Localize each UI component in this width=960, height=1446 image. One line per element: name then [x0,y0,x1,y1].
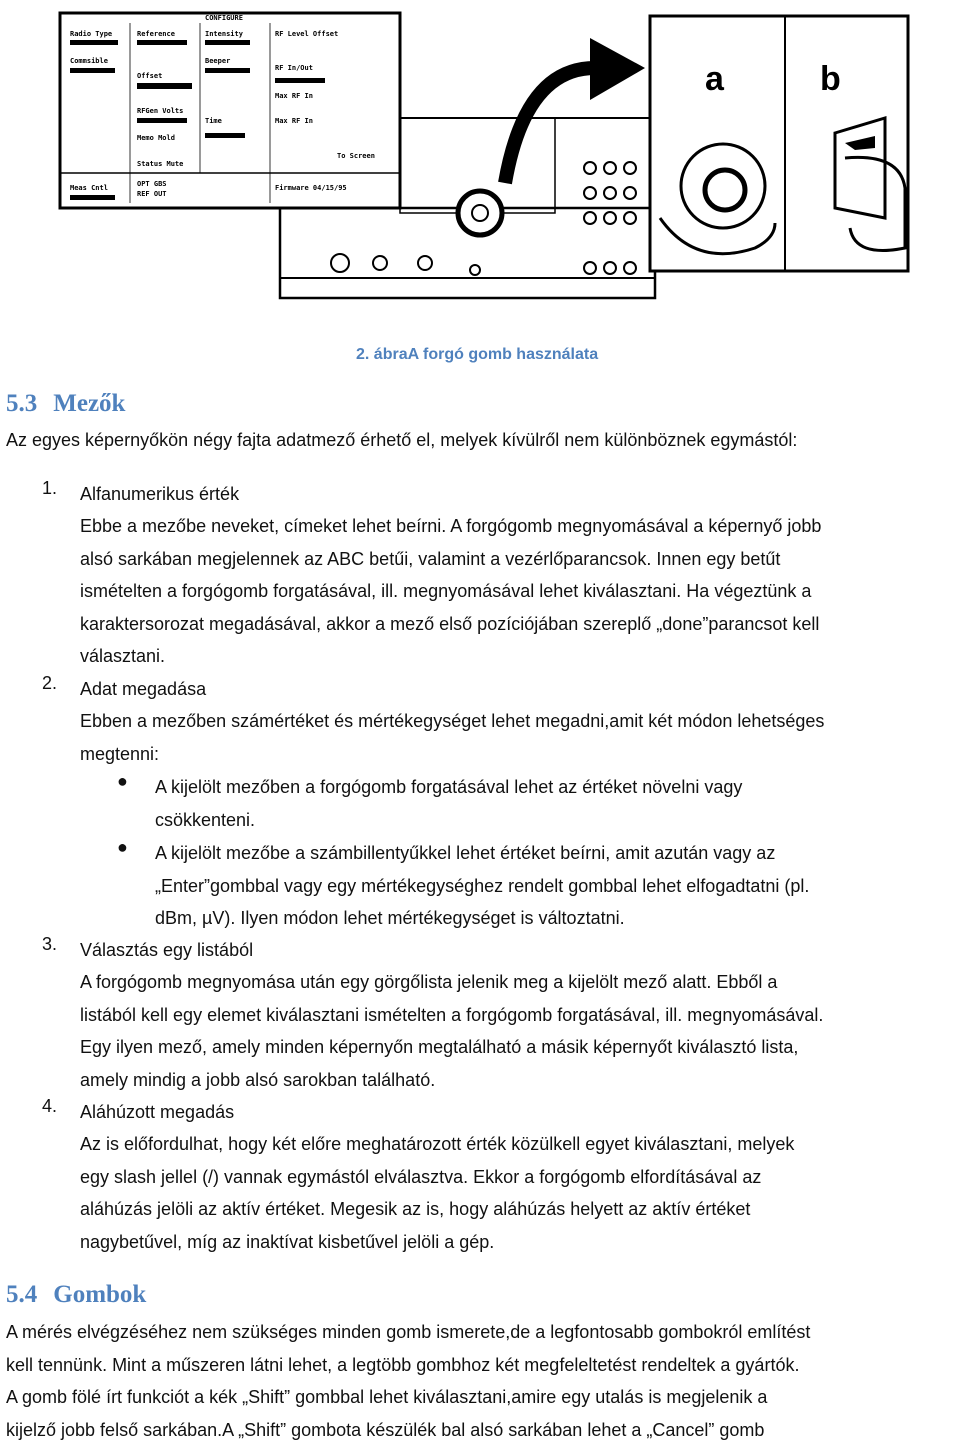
list-item-title: Alfanumerikus érték [80,484,240,504]
list-item-title: Választás egy listából [80,940,254,960]
svg-text:Reference: Reference [137,30,175,38]
list-number: 2. [42,673,58,693]
svg-text:Status Mute: Status Mute [137,160,184,168]
svg-text:Max RF In: Max RF In [275,92,313,100]
screen-title: CONFIGURE [205,14,243,22]
bullet-item: A kijelölt mezőbe a számbillentyűkkel lehet értéket beírni, amit azután vagy az „Enter”gombbal vagy egy mértékegységhez rendelt gombbal lehet elfogadtatni (pl. dBm, µV). Ilyen módon lehet mértékegységet is változtatni. [155,843,810,928]
knob-label-a: a [705,60,724,98]
list-number: 3. [42,934,58,954]
svg-text:OPT GBS: OPT GBS [137,180,167,188]
svg-text:REF OUT: REF OUT [137,190,167,198]
bullet-icon: ● [117,837,128,857]
section-intro: Az egyes képernyőkön négy fajta adatmező érhető el, melyek kívülről nem különböznek egymástól: [6,430,798,450]
bullet-icon: ● [117,771,128,791]
list-number: 1. [42,478,58,498]
list-item-title: Aláhúzott megadás [80,1102,235,1122]
section-number: 5.4 [6,1281,38,1308]
list-item-body: Az is előfordulhat, hogy két előre meghatározott érték közülkell egyet kiválasztani, melyek egy slash jellel (/) vannak egymástól elválasztva. Ekkor a forgógomb elfordításával az aláhúzás jelöli az aktív értéket. Megesik az is, hogy aláhúzás helyett az aktív értéket nagybetűvel, míg az inaktívat kisbetűvel jelöli a gép. [80,1134,795,1252]
bullet-item: A kijelölt mezőben a forgógomb forgatásával lehet az értéket növelni vagy csökkenteni. [155,777,743,830]
svg-text:Memo Mold: Memo Mold [137,134,175,142]
knob-label-b: b [820,60,841,98]
list-item-body: Ebbe a mezőbe neveket, címeket lehet beírni. A forgógomb megnyomásával a képernyő jobb alsó sarkában megjelennek az ABC betűi, valamint a vezérlőparancsok. Innen egy betűt ismételten a forgógomb forgatásával, ill. megnyomásával lehet kiválasztani. Ha végeztünk a karaktersorozat megadásával, akkor a mező első pozíciójában szereplő „done”parancsot kell választani. [80,516,822,666]
svg-text:Radio Type: Radio Type [70,30,113,38]
svg-text:Firmware 04/15/95: Firmware 04/15/95 [275,184,347,192]
figure-caption: 2. ábraA forgó gomb használata [356,346,599,363]
svg-text:RFGen Volts: RFGen Volts [137,107,184,115]
svg-text:Time: Time [205,117,222,125]
knob-usage-figure [55,8,915,308]
svg-text:RF In/Out: RF In/Out [275,64,313,72]
list-item-title: Adat megadása [80,679,207,699]
section-heading-buttons [6,1281,146,1309]
section-heading-fields [6,390,125,418]
svg-text:Intensity: Intensity [205,30,243,38]
list-number: 4. [42,1096,58,1116]
svg-text:Offset: Offset [137,72,163,80]
section-number: 5.3 [6,390,38,417]
list-item-body: A forgógomb megnyomása után egy görgőlista jelenik meg a kijelölt mező alatt. Ebből a listából kell egy elemet kiválasztani ismételten a forgógomb forgatásával, ill. megnyomásával. Egy ilyen mező, amely minden képernyőn megtalálható a másik képernyőt kiválasztó lista, amely mindig a jobb alsó sarokban található. [80,972,824,1090]
svg-text:RF Level Offset: RF Level Offset [275,30,339,38]
section-body: A mérés elvégzéséhez nem szükséges minden gomb ismerete,de a legfontosabb gombokról említést kell tennünk. Mint a műszeren látni lehet, a legtöbb gombhoz két megfeleltetést rendeltek a gyártók. A gomb fölé írt funkciót a kék „Shift” gombbal lehet kiválasztani,amire egy utalás is megjelenik a kijelző jobb felső sarkában.A „Shift” gombota készülék bal alsó sarkában lehet a „Cancel” gomb [6,1322,811,1440]
list-item-body: Ebben a mezőben számértéket és mértékegységet lehet megadni,amit két módon lehetséges megtenni: [80,711,825,764]
section-title: Gombok [53,1281,147,1308]
svg-text:Max RF In: Max RF In [275,117,313,125]
section-title: Mezők [53,390,126,417]
svg-text:Meas Cntl: Meas Cntl [70,184,108,192]
svg-text:To Screen: To Screen [337,152,375,160]
svg-text:Commsible: Commsible [70,57,108,65]
svg-text:Beeper: Beeper [205,57,231,65]
